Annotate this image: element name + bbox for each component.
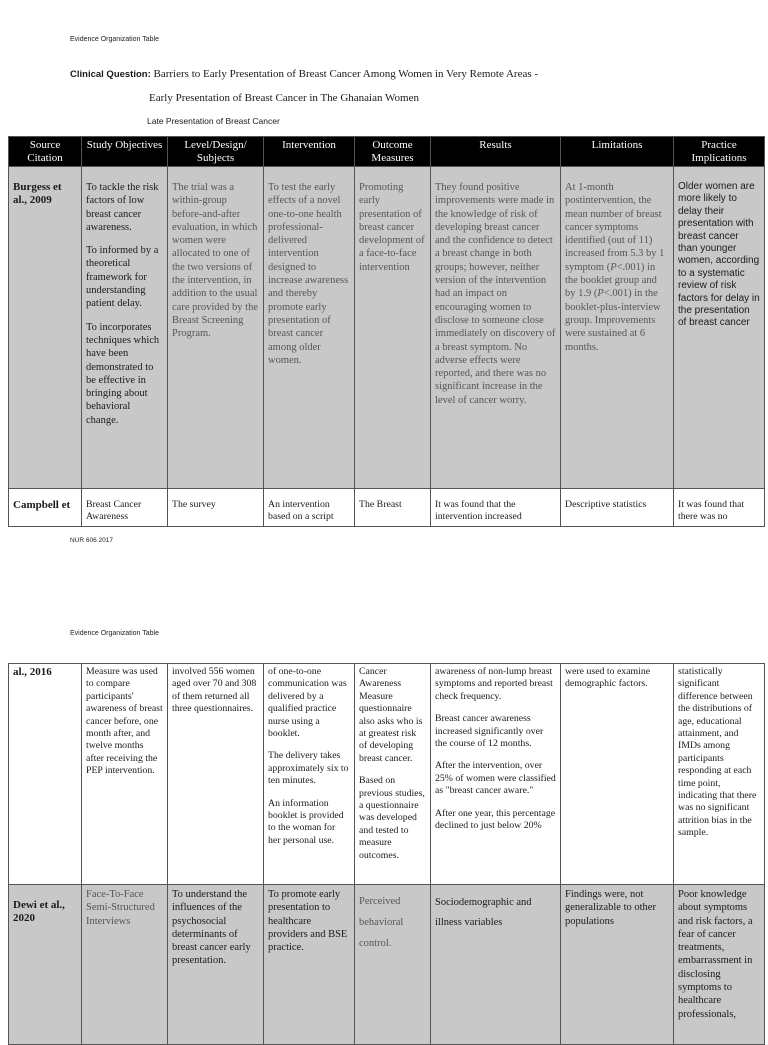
objectives-cell: Measure was used to compare participants' awareness of breast cancer before, one month after, and twelve months after receiving the PEP intervention. <box>82 664 168 885</box>
citation-cell: Burgess et al., 2009 <box>9 167 82 489</box>
limitations-text: <.001) in the booklet-plus-interview group. Improvements were sustained at 6 months. <box>565 288 661 353</box>
citation-cell: Campbell et <box>9 489 82 527</box>
results-cell: Sociodemographic and illness variables <box>431 885 561 1045</box>
page-header: Evidence Organization Table <box>70 630 159 637</box>
p-symbol: P <box>597 288 604 300</box>
header-outcome-measures: Outcome Measures <box>355 137 431 167</box>
results-cell: It was found that the intervention increased <box>431 489 561 527</box>
limitations-cell: were used to examine demographic factors. <box>561 664 674 885</box>
objectives-cell: Breast Cancer Awareness <box>82 489 168 527</box>
page-header: Evidence Organization Table <box>70 36 159 43</box>
header-results: Results <box>431 137 561 167</box>
limitations-cell: Findings were, not generalizable to other populations <box>561 885 674 1045</box>
page-footer: NUR 606 2017 <box>70 537 113 544</box>
intervention-cell <box>264 664 355 885</box>
evidence-table-page2 <box>8 663 765 1045</box>
table-header-row <box>9 137 765 167</box>
implications-cell: Poor knowledge about symptoms and risk factors, a fear of cancer treatments, embarrassment in disclosing symptoms to healthcare professionals, <box>674 885 765 1045</box>
results-text: Breast cancer awareness increased significantly over the course of 12 months. <box>435 713 544 750</box>
table-row <box>9 664 765 885</box>
objectives-cell <box>82 167 168 489</box>
clinical-question-line3: Late Presentation of Breast Cancer <box>147 116 280 126</box>
clinical-question-line1 <box>70 68 538 80</box>
citation-cell: al., 2016 <box>9 664 82 885</box>
outcome-text: Cancer Awareness Measure questionnaire also asks who is at greatest risk of developing breast cancer. <box>359 666 423 764</box>
header-source-citation: Source Citation <box>9 137 82 167</box>
table-row <box>9 489 765 527</box>
table-row <box>9 885 765 1045</box>
clinical-question-label: Clinical Question: <box>70 69 151 80</box>
limitations-cell: Descriptive statistics <box>561 489 674 527</box>
header-practice-implications: Practice Implications <box>674 137 765 167</box>
outcome-cell <box>355 664 431 885</box>
intervention-cell: To promote early presentation to healthcare providers and BSE practice. <box>264 885 355 1045</box>
results-text: After one year, this percentage declined to just below 20% <box>435 807 556 832</box>
implications-cell: It was found that there was no <box>674 489 765 527</box>
clinical-question-text: Barriers to Early Presentation of Breast Cancer Among Women in Very Remote Areas - <box>153 68 539 80</box>
design-cell: involved 556 women aged over 70 and 308 of them returned all three questionnaires. <box>168 664 264 885</box>
table-row <box>9 167 765 489</box>
implications-cell: statistically significant difference between the distributions of age, educational attainment, and IMDs among participants responding at each time point, indicating that there was no significant attrition bias in the sample. <box>674 664 765 885</box>
header-limitations: Limitations <box>561 137 674 167</box>
outcome-cell: Promoting early presentation of breast cancer development of a face-to-face intervention <box>355 167 431 489</box>
header-level-design: Level/Design/ Subjects <box>168 137 264 167</box>
objective-text: To informed by a theoretical framework for understanding patient delay. <box>86 245 159 310</box>
limitations-text: At 1-month postintervention, the mean number of breast cancer symptoms identified (out of 11) increased from 5.3 by 1 symptom ( <box>565 182 665 273</box>
clinical-question-line2: Early Presentation of Breast Cancer in The Ghanaian Women <box>149 92 419 104</box>
intervention-cell: An intervention based on a script <box>264 489 355 527</box>
intervention-text: of one-to-one communication was delivered by a qualified practice nurse using a booklet. <box>268 666 347 740</box>
objectives-cell: Face-To-Face Semi-Structured Interviews <box>82 885 168 1045</box>
limitations-cell <box>561 167 674 489</box>
results-text: awareness of non-lump breast symptoms and reported breast check frequency. <box>435 666 553 702</box>
outcome-cell: The Breast <box>355 489 431 527</box>
results-text: After the intervention, over 25% of women were classified as "breast cancer aware." <box>435 760 556 797</box>
p-symbol: P <box>610 261 617 273</box>
citation-cell: Dewi et al., 2020 <box>9 885 82 1045</box>
limitations-text: <.001) in the booklet group and by 1.9 ( <box>565 261 657 300</box>
evidence-table-page1 <box>8 136 765 527</box>
header-intervention: Intervention <box>264 137 355 167</box>
outcome-text: Based on previous studies, a questionnaire was developed and tested to measure outcomes. <box>359 775 425 861</box>
design-cell: The trial was a within-group before-and-after evaluation, in which women were allocated to one of the two versions of the intervention, in addition to the usual care provided by the Breast Screening Program. <box>168 167 264 489</box>
objective-text: To incorporates techniques which have been demonstrated to be effective in bringing about behavioral change. <box>86 321 160 426</box>
results-cell: They found positive improvements were made in the knowledge of risk of developing breast cancer and the confidence to detect a breast change in both groups; however, neither version of the intervention had an impact on encouraging women to disclose to someone close immediately on discovery of a breast symptom. No adverse effects were reported, and there was no significant increase in the level of cancer worry. <box>431 167 561 489</box>
intervention-cell: To test the early effects of a novel one-to-one health professional-delivered intervention designed to increase awareness and thereby promote early presentation of breast cancer among older women. <box>264 167 355 489</box>
intervention-text: The delivery takes approximately six to ten minutes. <box>268 750 349 787</box>
intervention-text: An information booklet is provided to the woman for her personal use. <box>268 797 344 846</box>
header-study-objectives: Study Objectives <box>82 137 168 167</box>
results-cell <box>431 664 561 885</box>
objective-text: To tackle the risk factors of low breast cancer awareness. <box>86 182 159 233</box>
design-cell: The survey <box>168 489 264 527</box>
implications-cell: Older women are more likely to delay their presentation with breast cancer than younger women, according to a systematic review of risk factors for delay in the presentation of breast cancer <box>674 167 765 489</box>
outcome-cell: Perceived behavioral control. <box>355 885 431 1045</box>
design-cell: To understand the influences of the psychosocial determinants of breast cancer early presentation. <box>168 885 264 1045</box>
